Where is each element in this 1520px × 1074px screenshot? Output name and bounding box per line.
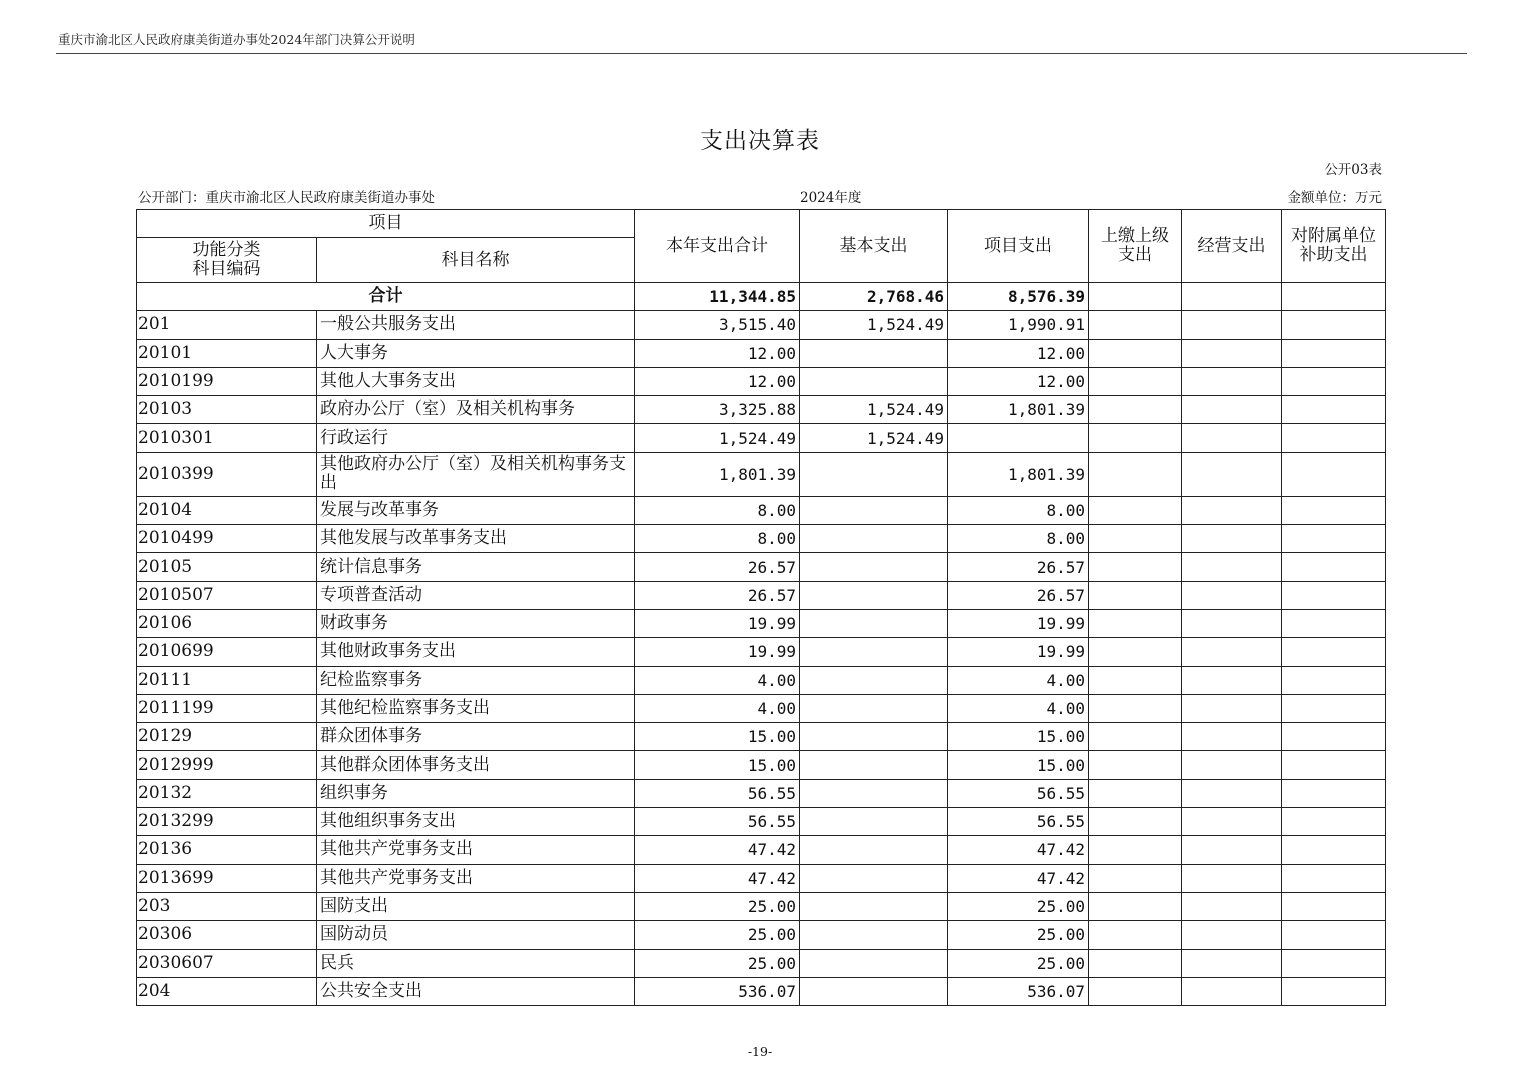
cell-code: 20111 [137,666,317,694]
table-row [137,949,1386,977]
cell-business [1182,836,1282,864]
cell-code: 2010699 [137,638,317,666]
total-label: 合计 [137,283,635,311]
cell-total: 8.00 [635,496,800,524]
cell-project: 19.99 [948,638,1089,666]
cell-code: 2010199 [137,367,317,395]
cell-subsidy [1282,638,1386,666]
cell-total: 15.00 [635,723,800,751]
cell-business [1182,949,1282,977]
cell-code: 2010507 [137,581,317,609]
header-business: 经营支出 [1182,210,1282,283]
cell-basic [800,949,948,977]
total-business [1182,283,1282,311]
cell-business [1182,609,1282,637]
cell-total: 1,524.49 [635,424,800,452]
cell-code: 203 [137,892,317,920]
table-row [137,892,1386,920]
cell-project: 12.00 [948,339,1089,367]
table-row [137,638,1386,666]
cell-subsidy [1282,496,1386,524]
cell-project: 15.00 [948,751,1089,779]
cell-total: 3,515.40 [635,311,800,339]
cell-subsidy [1282,339,1386,367]
cell-code: 2010301 [137,424,317,452]
cell-basic [800,638,948,666]
cell-code: 2030607 [137,949,317,977]
cell-subsidy [1282,553,1386,581]
header-func-code: 功能分类 科目编码 [137,238,317,283]
cell-upper [1089,751,1182,779]
cell-code: 20129 [137,723,317,751]
table-row [137,836,1386,864]
total-row [137,283,1386,311]
cell-subject-name: 行政运行 [317,424,635,452]
cell-subject-name: 国防动员 [317,921,635,949]
cell-basic [800,779,948,807]
cell-project: 47.42 [948,836,1089,864]
running-header: 重庆市渝北区人民政府康美街道办事处2024年部门决算公开说明 [58,32,415,47]
cell-business [1182,339,1282,367]
cell-business [1182,496,1282,524]
cell-total: 47.42 [635,864,800,892]
cell-code: 204 [137,977,317,1005]
table-row [137,808,1386,836]
cell-basic [800,525,948,553]
cell-subsidy [1282,311,1386,339]
cell-upper [1089,723,1182,751]
cell-upper [1089,424,1182,452]
cell-total: 25.00 [635,892,800,920]
cell-subject-name: 政府办公厅（室）及相关机构事务 [317,396,635,424]
cell-code: 2011199 [137,694,317,722]
cell-business [1182,452,1282,496]
cell-business [1182,892,1282,920]
cell-total: 4.00 [635,694,800,722]
table-row [137,779,1386,807]
cell-upper [1089,892,1182,920]
cell-project: 56.55 [948,779,1089,807]
cell-subject-name: 其他财政事务支出 [317,638,635,666]
cell-project: 4.00 [948,694,1089,722]
cell-project: 4.00 [948,666,1089,694]
cell-upper [1089,836,1182,864]
cell-total: 12.00 [635,339,800,367]
cell-total: 536.07 [635,977,800,1005]
cell-business [1182,666,1282,694]
cell-subject-name: 组织事务 [317,779,635,807]
cell-business [1182,367,1282,395]
cell-business [1182,311,1282,339]
cell-subject-name: 群众团体事务 [317,723,635,751]
cell-subject-name: 其他共产党事务支出 [317,836,635,864]
cell-upper [1089,581,1182,609]
cell-subject-name: 其他群众团体事务支出 [317,751,635,779]
cell-subsidy [1282,779,1386,807]
cell-upper [1089,921,1182,949]
cell-total: 19.99 [635,609,800,637]
cell-basic [800,694,948,722]
cell-total: 25.00 [635,949,800,977]
cell-subsidy [1282,367,1386,395]
cell-basic [800,977,948,1005]
cell-total: 3,325.88 [635,396,800,424]
table-row [137,367,1386,395]
cell-project: 1,801.39 [948,396,1089,424]
cell-code: 20306 [137,921,317,949]
fiscal-year-label: 2024年度 [800,190,862,206]
cell-subsidy [1282,666,1386,694]
cell-basic [800,921,948,949]
table-row [137,864,1386,892]
cell-upper [1089,638,1182,666]
cell-project: 8.00 [948,525,1089,553]
cell-project: 19.99 [948,609,1089,637]
cell-business [1182,808,1282,836]
cell-upper [1089,666,1182,694]
cell-code: 20105 [137,553,317,581]
cell-basic: 1,524.49 [800,311,948,339]
cell-subject-name: 财政事务 [317,609,635,637]
cell-code: 201 [137,311,317,339]
cell-business [1182,921,1282,949]
cell-code: 20136 [137,836,317,864]
cell-subsidy [1282,949,1386,977]
total-project: 8,576.39 [948,283,1089,311]
cell-subsidy [1282,977,1386,1005]
table-row [137,921,1386,949]
cell-business [1182,723,1282,751]
cell-code: 2013299 [137,808,317,836]
header-basic: 基本支出 [800,210,948,283]
cell-total: 8.00 [635,525,800,553]
amount-unit-label: 金额单位：万元 [1287,190,1382,206]
cell-project: 56.55 [948,808,1089,836]
cell-total: 56.55 [635,808,800,836]
cell-code: 2012999 [137,751,317,779]
cell-subsidy [1282,892,1386,920]
cell-basic [800,864,948,892]
cell-subsidy [1282,836,1386,864]
cell-basic [800,581,948,609]
cell-subject-name: 统计信息事务 [317,553,635,581]
cell-subsidy [1282,609,1386,637]
cell-subsidy [1282,808,1386,836]
cell-project: 26.57 [948,581,1089,609]
cell-total: 15.00 [635,751,800,779]
cell-code: 20103 [137,396,317,424]
cell-business [1182,525,1282,553]
table-row [137,723,1386,751]
total-subsidy [1282,283,1386,311]
header-project: 项目支出 [948,210,1089,283]
cell-subject-name: 其他发展与改革事务支出 [317,525,635,553]
table-row [137,581,1386,609]
cell-total: 12.00 [635,367,800,395]
cell-business [1182,779,1282,807]
cell-total: 19.99 [635,638,800,666]
table-row [137,452,1386,496]
department-label: 公开部门：重庆市渝北区人民政府康美街道办事处 [138,190,435,206]
table-row [137,977,1386,1005]
cell-project: 536.07 [948,977,1089,1005]
cell-total: 26.57 [635,581,800,609]
cell-subsidy [1282,525,1386,553]
cell-upper [1089,553,1182,581]
cell-upper [1089,525,1182,553]
cell-total: 1,801.39 [635,452,800,496]
cell-project: 26.57 [948,553,1089,581]
cell-business [1182,977,1282,1005]
cell-basic [800,452,948,496]
cell-subject-name: 其他人大事务支出 [317,367,635,395]
table-row [137,496,1386,524]
cell-upper [1089,609,1182,637]
cell-business [1182,581,1282,609]
cell-subsidy [1282,921,1386,949]
header-divider [56,53,1467,54]
header-item: 项目 [137,210,635,238]
cell-basic [800,836,948,864]
cell-project: 8.00 [948,496,1089,524]
cell-project: 15.00 [948,723,1089,751]
cell-business [1182,553,1282,581]
cell-total: 25.00 [635,921,800,949]
cell-subject-name: 国防支出 [317,892,635,920]
cell-basic [800,339,948,367]
table-row [137,553,1386,581]
table-row [137,525,1386,553]
table-row [137,694,1386,722]
cell-subsidy [1282,396,1386,424]
table-row [137,311,1386,339]
cell-business [1182,424,1282,452]
cell-basic [800,609,948,637]
cell-code: 2010399 [137,452,317,496]
cell-project: 12.00 [948,367,1089,395]
cell-basic: 1,524.49 [800,424,948,452]
cell-subject-name: 其他组织事务支出 [317,808,635,836]
cell-subsidy [1282,751,1386,779]
header-total: 本年支出合计 [635,210,800,283]
cell-subject-name: 发展与改革事务 [317,496,635,524]
cell-upper [1089,496,1182,524]
cell-subject-name: 其他政府办公厅（室）及相关机构事务支出 [317,452,635,496]
cell-basic [800,367,948,395]
cell-code: 20104 [137,496,317,524]
cell-code: 20106 [137,609,317,637]
cell-total: 26.57 [635,553,800,581]
cell-project: 25.00 [948,892,1089,920]
cell-basic [800,892,948,920]
cell-subject-name: 其他纪检监察事务支出 [317,694,635,722]
cell-subsidy [1282,424,1386,452]
cell-upper [1089,396,1182,424]
cell-total: 56.55 [635,779,800,807]
cell-project: 25.00 [948,921,1089,949]
cell-subsidy [1282,452,1386,496]
header-upper: 上缴上级支出 [1089,210,1182,283]
page-title: 支出决算表 [700,128,820,154]
cell-subject-name: 其他共产党事务支出 [317,864,635,892]
cell-upper [1089,452,1182,496]
cell-subsidy [1282,694,1386,722]
cell-upper [1089,808,1182,836]
cell-project: 1,801.39 [948,452,1089,496]
cell-upper [1089,339,1182,367]
table-row [137,609,1386,637]
cell-subject-name: 公共安全支出 [317,977,635,1005]
cell-subsidy [1282,723,1386,751]
table-row [137,751,1386,779]
table-row [137,339,1386,367]
cell-project: 25.00 [948,949,1089,977]
cell-subsidy [1282,864,1386,892]
cell-code: 20132 [137,779,317,807]
cell-subject-name: 一般公共服务支出 [317,311,635,339]
total-amount: 11,344.85 [635,283,800,311]
cell-project: 1,990.91 [948,311,1089,339]
cell-basic [800,808,948,836]
cell-upper [1089,779,1182,807]
cell-upper [1089,977,1182,1005]
cell-subject-name: 专项普查活动 [317,581,635,609]
cell-subsidy [1282,581,1386,609]
cell-project: 47.42 [948,864,1089,892]
cell-upper [1089,311,1182,339]
total-upper [1089,283,1182,311]
cell-code: 2013699 [137,864,317,892]
cell-upper [1089,949,1182,977]
total-basic: 2,768.46 [800,283,948,311]
header-subsidy: 对附属单位补助支出 [1282,210,1386,283]
cell-basic: 1,524.49 [800,396,948,424]
expenditure-table [136,209,1386,1006]
cell-project [948,424,1089,452]
cell-business [1182,694,1282,722]
table-row [137,424,1386,452]
cell-code: 20101 [137,339,317,367]
header-subject-name: 科目名称 [317,238,635,283]
cell-business [1182,864,1282,892]
cell-business [1182,638,1282,666]
form-number: 公开03表 [1324,162,1382,178]
cell-business [1182,396,1282,424]
cell-code: 2010499 [137,525,317,553]
cell-total: 4.00 [635,666,800,694]
cell-basic [800,723,948,751]
table-row [137,666,1386,694]
cell-upper [1089,367,1182,395]
cell-subject-name: 纪检监察事务 [317,666,635,694]
cell-total: 47.42 [635,836,800,864]
table-row [137,396,1386,424]
cell-basic [800,751,948,779]
cell-subject-name: 人大事务 [317,339,635,367]
cell-subject-name: 民兵 [317,949,635,977]
cell-basic [800,666,948,694]
cell-upper [1089,864,1182,892]
page-number: -19- [747,1044,773,1059]
cell-upper [1089,694,1182,722]
cell-business [1182,751,1282,779]
cell-basic [800,553,948,581]
cell-basic [800,496,948,524]
